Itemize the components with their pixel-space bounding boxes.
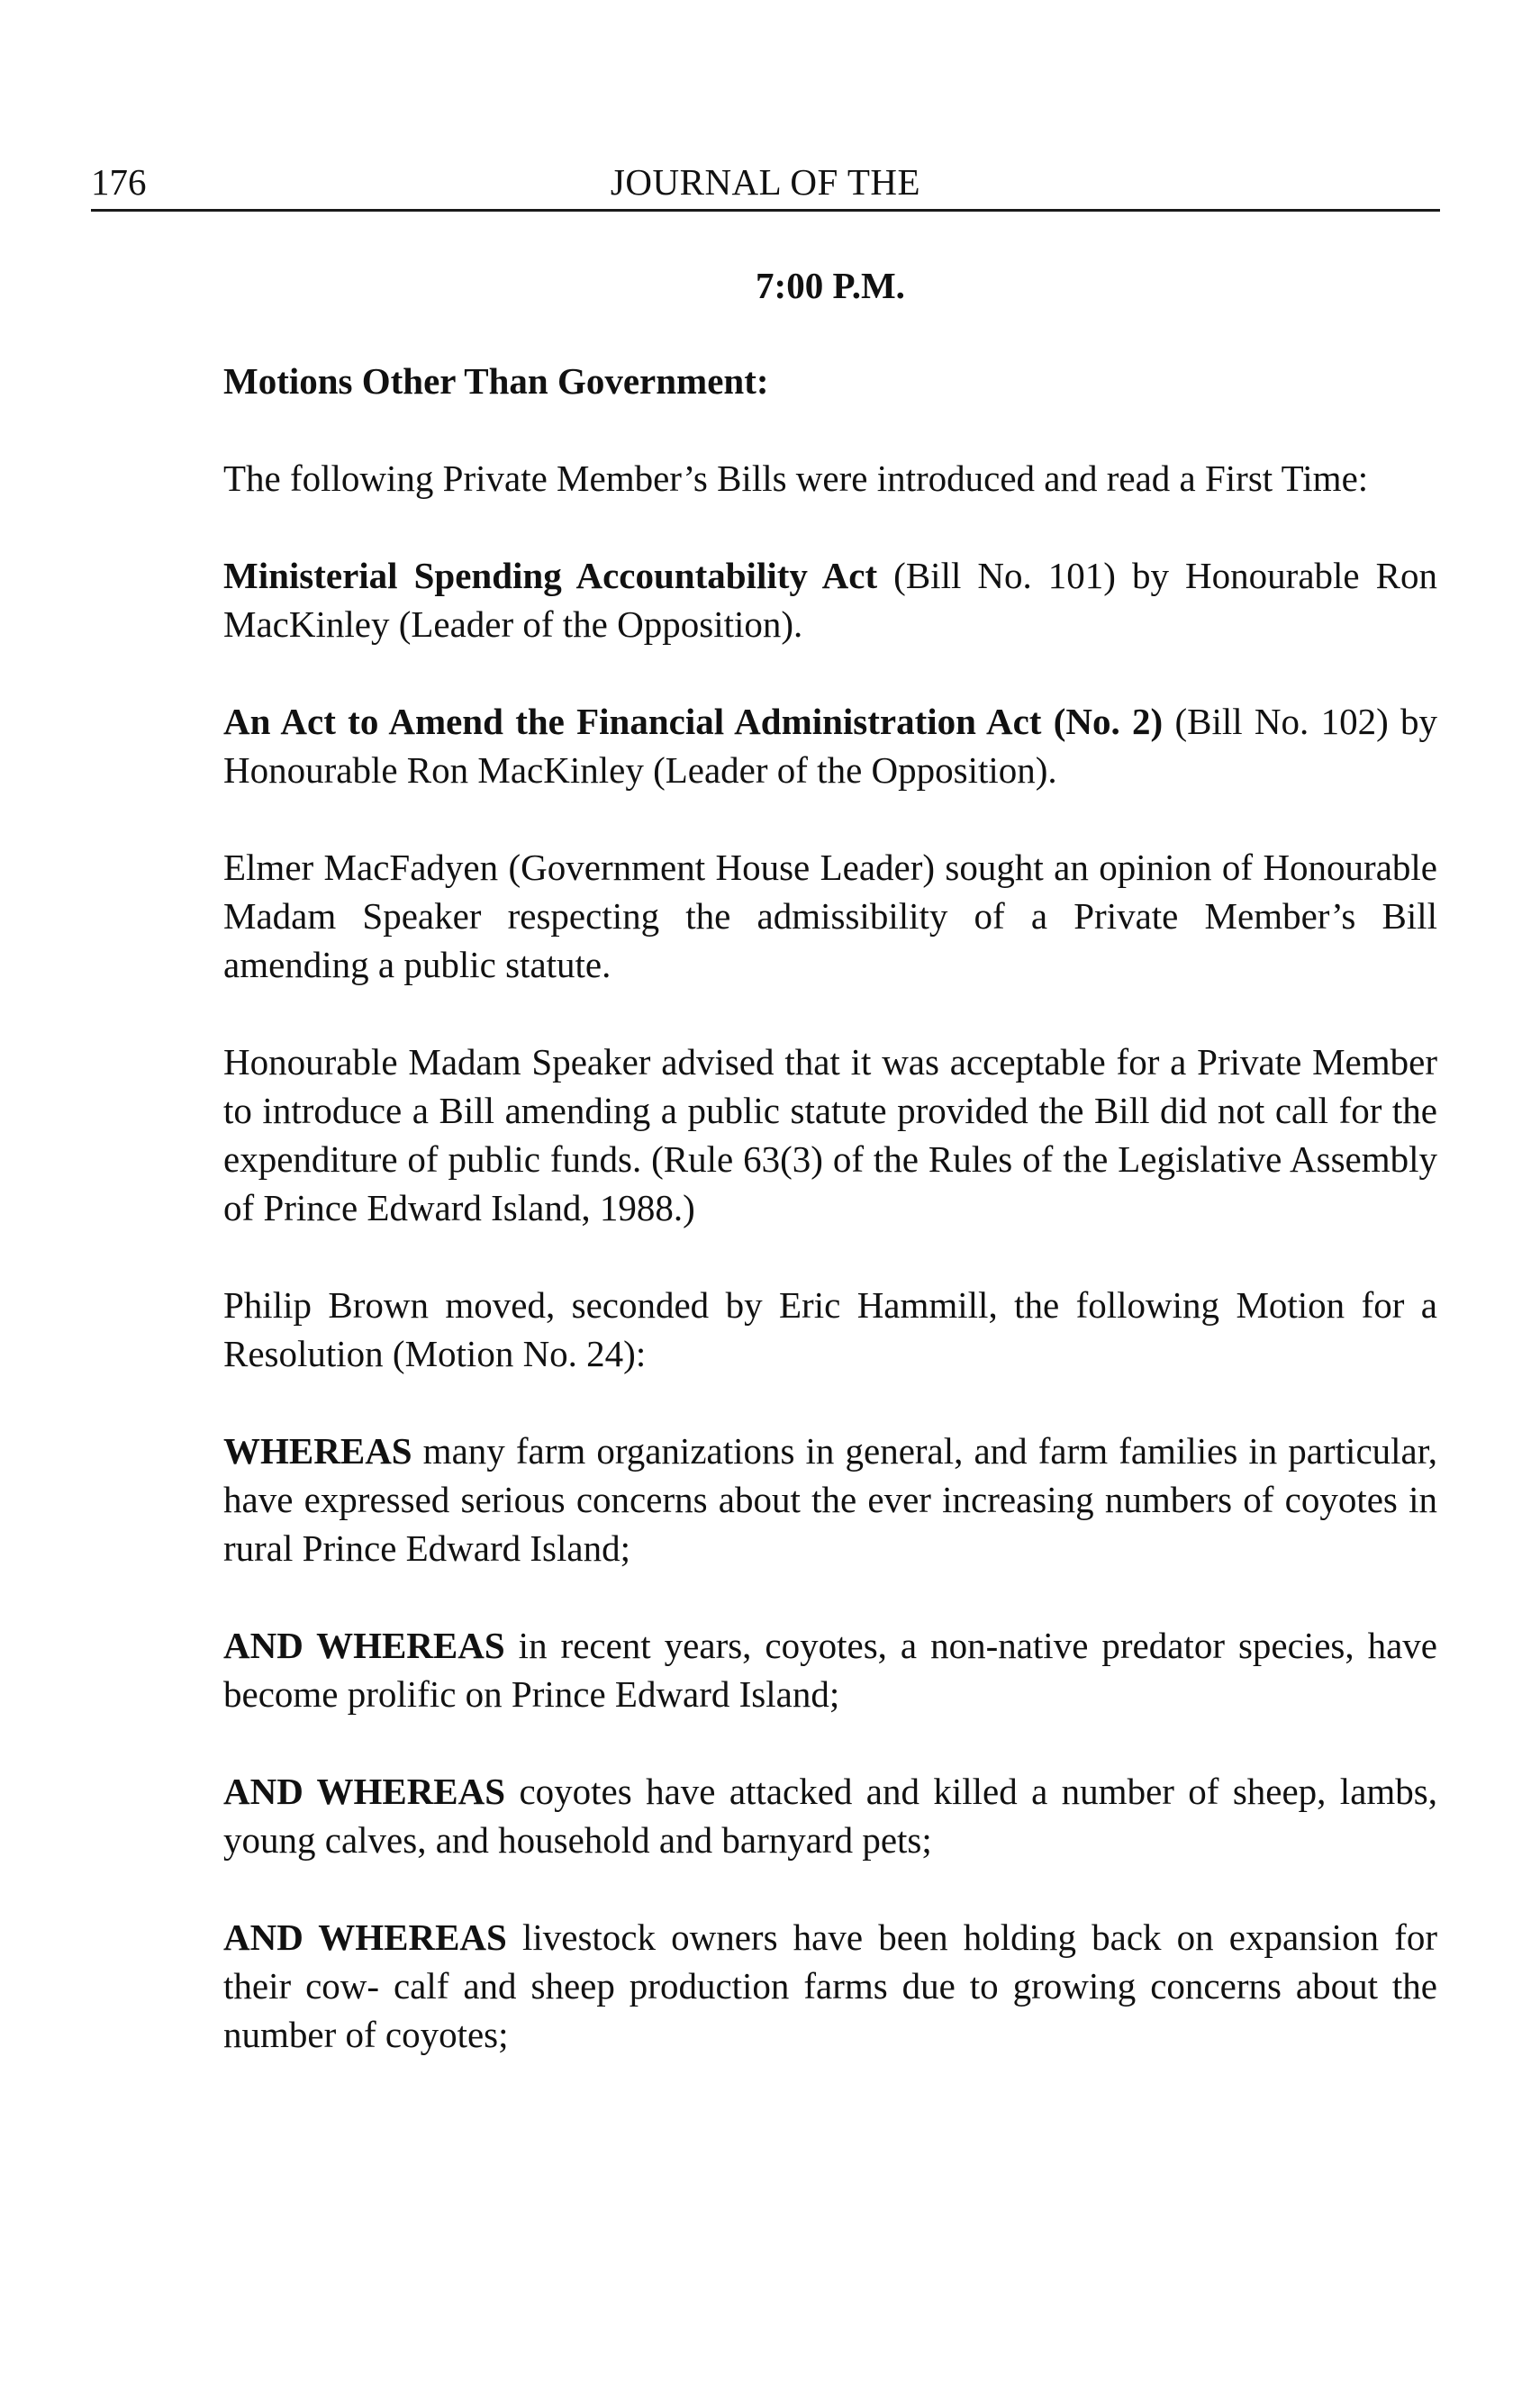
whereas-lead: AND WHEREAS bbox=[223, 1625, 505, 1666]
journal-title: JOURNAL OF THE bbox=[610, 161, 921, 203]
bill-entry bbox=[223, 697, 1437, 794]
whereas-clause bbox=[223, 1427, 1437, 1572]
whereas-clause bbox=[223, 1913, 1437, 2059]
whereas-lead: WHEREAS bbox=[223, 1430, 412, 1472]
whereas-text: livestock owners have been holding back on expansion for their cow- calf and sheep production farms due to growing concerns about the number of coyotes; bbox=[223, 1916, 1437, 2055]
session-time: 7:00 P.M. bbox=[756, 265, 905, 306]
bill-details: (Bill No. 102) by Honourable Ron MacKinley (Leader of the Opposition). bbox=[223, 701, 1437, 791]
whereas-text: coyotes have attacked and killed a number of sheep, lambs, young calves, and household and barnyard pets; bbox=[223, 1771, 1437, 1861]
motion-intro: Philip Brown moved, seconded by Eric Hammill, the following Motion for a Resolution (Motion No. 24): bbox=[223, 1284, 1437, 1374]
whereas-lead: AND WHEREAS bbox=[223, 1771, 506, 1812]
bill-title: An Act to Amend the Financial Administration Act (No. 2) bbox=[223, 701, 1164, 742]
speaker-ruling: Honourable Madam Speaker advised that it was acceptable for a Private Member to introduce a Bill amending a public statute provided the Bill did not call for the expenditure of public funds. (Rule 63(3) of the Rules of the Legislative Assembly of Prince Edward Island, 1988.) bbox=[223, 1041, 1437, 1228]
whereas-clause bbox=[223, 1621, 1437, 1718]
running-head bbox=[91, 155, 1440, 212]
whereas-clause bbox=[223, 1767, 1437, 1864]
section-heading: Motions Other Than Government: bbox=[223, 360, 769, 402]
opinion-request: Elmer MacFadyen (Government House Leader) sought an opinion of Honourable Madam Speaker respecting the admissibility of a Private Member’s Bill amending a public statute. bbox=[223, 847, 1437, 985]
bill-title: Ministerial Spending Accountability Act bbox=[223, 555, 878, 596]
bill-entry bbox=[223, 551, 1437, 648]
bills-intro: The following Private Member’s Bills were introduced and read a First Time: bbox=[223, 458, 1369, 499]
whereas-lead: AND WHEREAS bbox=[223, 1916, 507, 1958]
whereas-text: many farm organizations in general, and farm families in particular, have expressed serious concerns about the ever increasing numbers of coyotes in rural Prince Edward Island; bbox=[223, 1430, 1437, 1569]
bill-details: (Bill No. 101) by Honourable Ron MacKinley (Leader of the Opposition). bbox=[223, 555, 1437, 645]
whereas-text: in recent years, coyotes, a non-native predator species, have become prolific on Prince Edward Island; bbox=[223, 1625, 1437, 1715]
journal-body bbox=[223, 261, 1437, 2107]
page-number: 176 bbox=[91, 161, 147, 203]
